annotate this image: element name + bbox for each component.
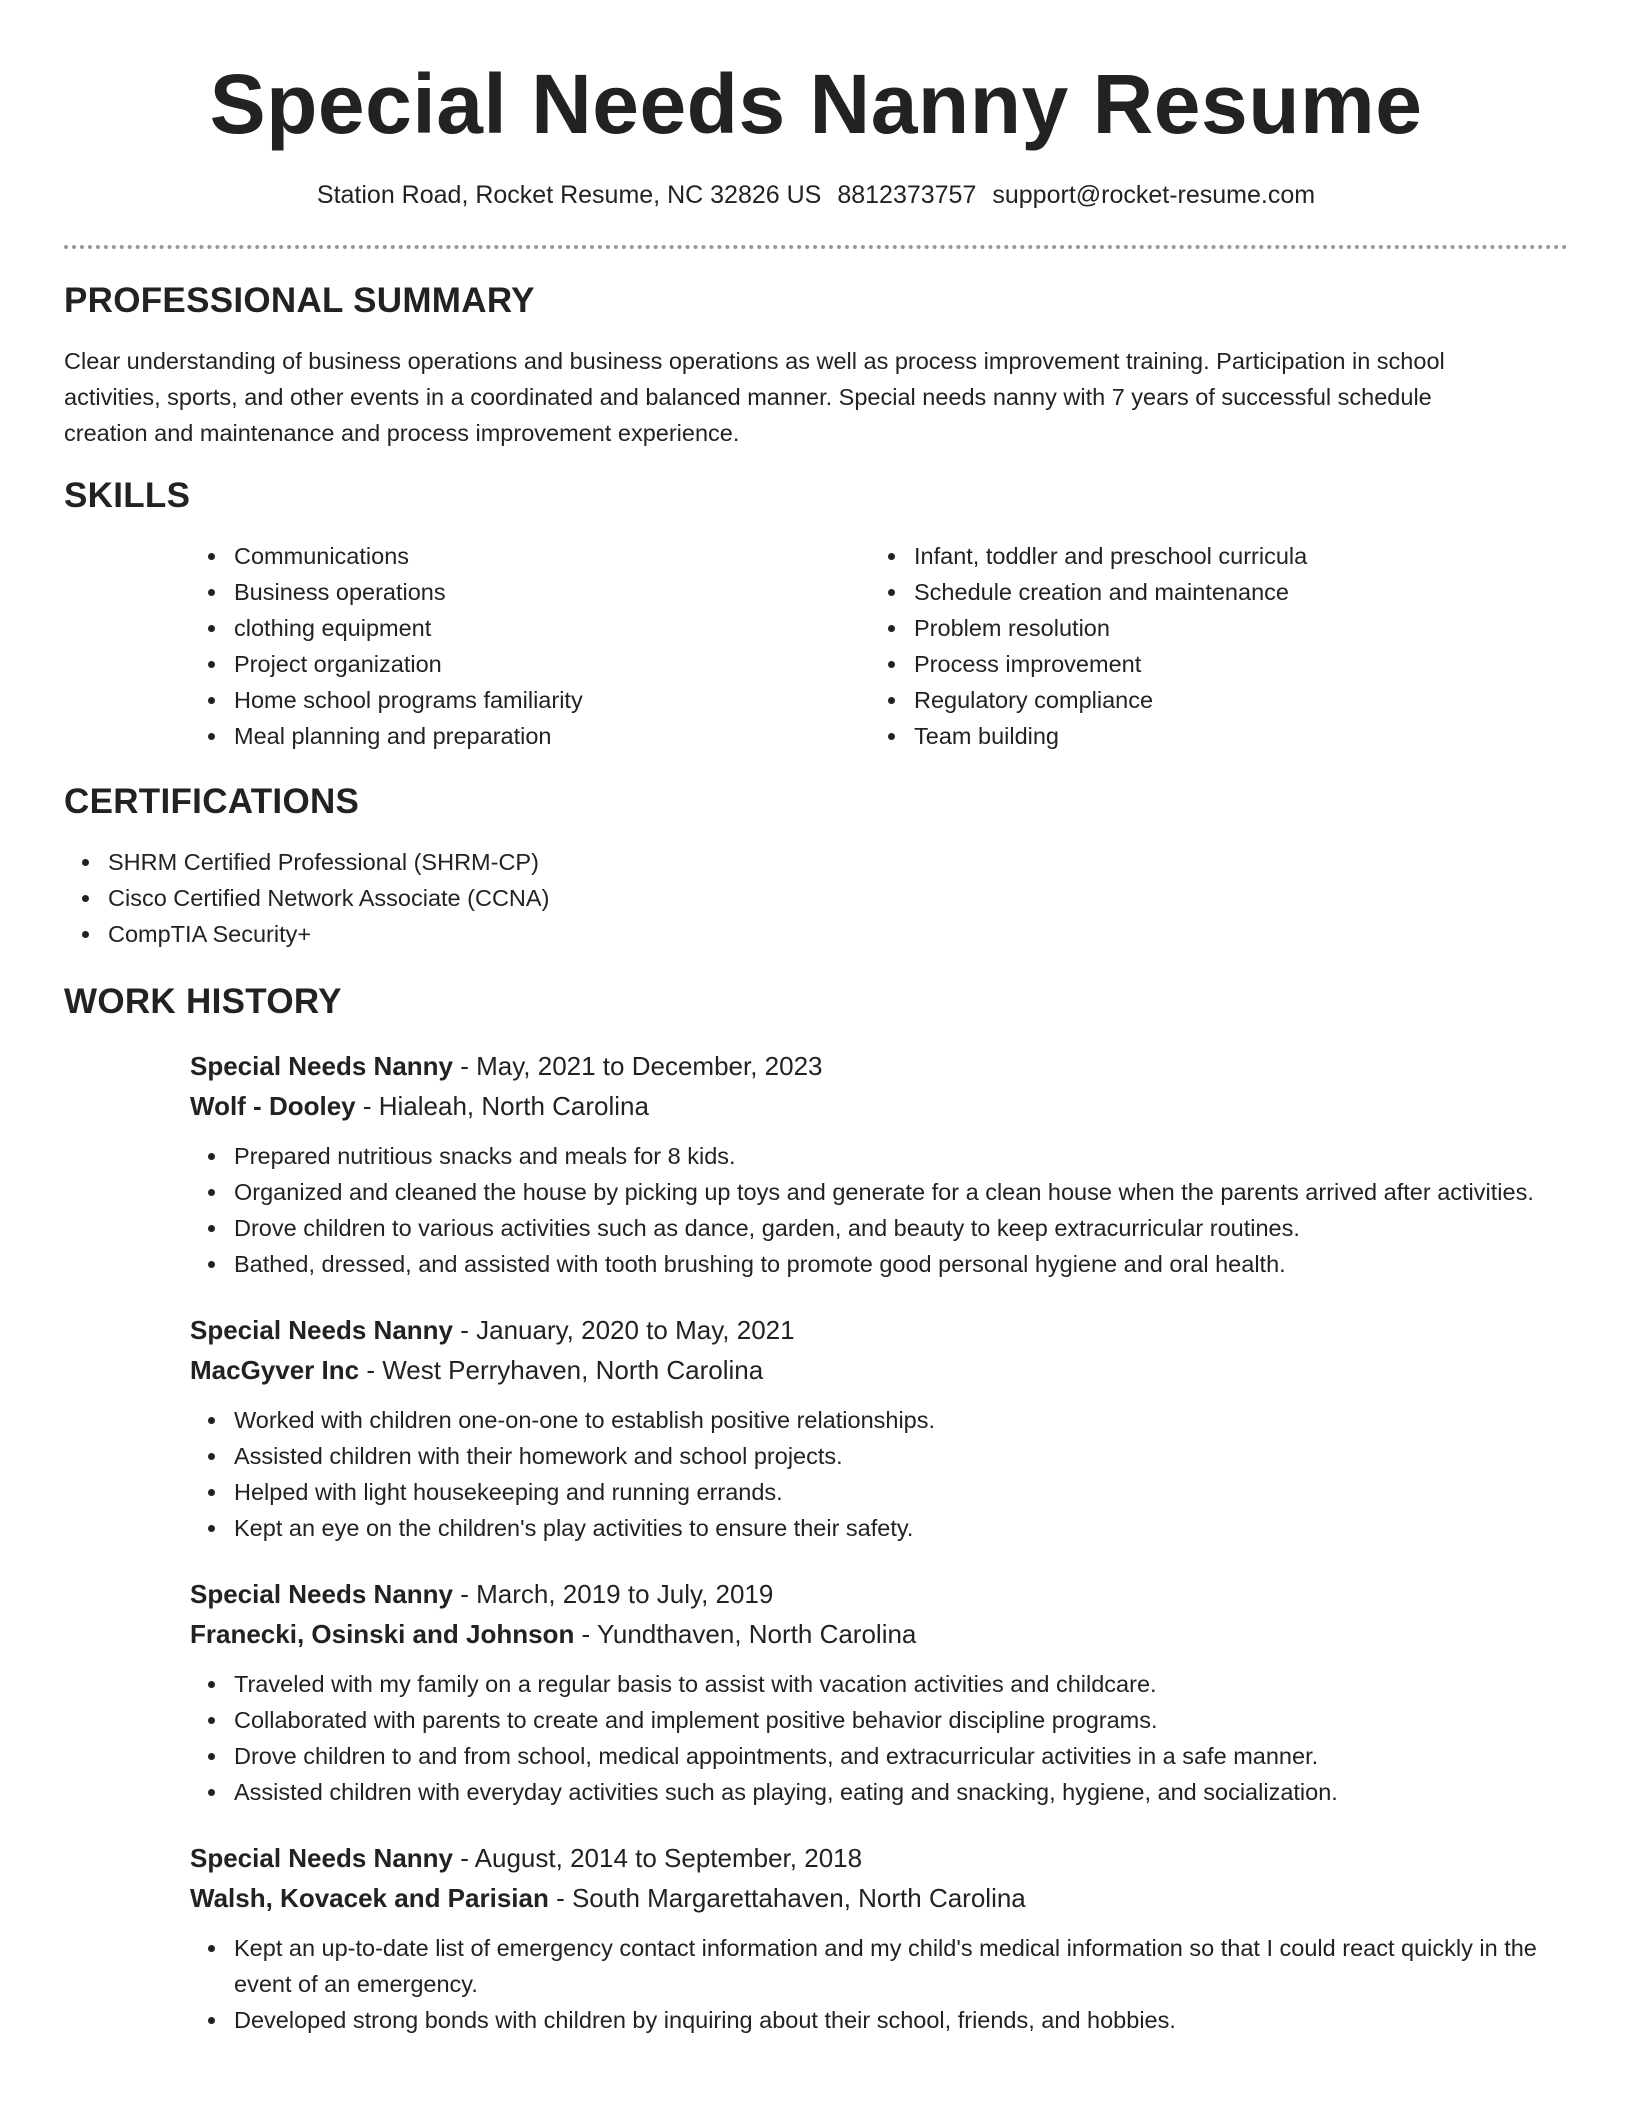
skill-item: Schedule creation and maintenance xyxy=(870,574,1550,610)
skills-heading: SKILLS xyxy=(64,476,191,515)
resume-title: Special Needs Nanny Resume xyxy=(209,57,1423,151)
job-duty: Assisted children with their homework and school projects. xyxy=(190,1438,1568,1474)
job-duty: Kept an eye on the children's play activities to ensure their safety. xyxy=(190,1510,1568,1546)
job-duty: Prepared nutritious snacks and meals for 8 kids. xyxy=(190,1138,1568,1174)
job-duty: Drove children to and from school, medical appointments, and extracurricular activities in a safe manner. xyxy=(190,1738,1568,1774)
job-duty: Bathed, dressed, and assisted with tooth brushing to promote good personal hygiene and oral health. xyxy=(190,1246,1568,1282)
work-history-heading: WORK HISTORY xyxy=(64,982,342,1021)
job-duty: Collaborated with parents to create and implement positive behavior discipline programs. xyxy=(190,1702,1568,1738)
job-duty: Assisted children with everyday activities such as playing, eating and snacking, hygiene, and socialization. xyxy=(190,1774,1568,1810)
job-company-line xyxy=(190,1350,1568,1390)
job-duty: Developed strong bonds with children by inquiring about their school, friends, and hobbies. xyxy=(190,2002,1568,2038)
job-title: Special Needs Nanny xyxy=(190,1315,453,1345)
job-title-line xyxy=(190,1046,1568,1086)
job-duties xyxy=(190,1930,1568,2038)
job-dates: - March, 2019 to July, 2019 xyxy=(453,1579,774,1609)
certification-item: Cisco Certified Network Associate (CCNA) xyxy=(64,880,1568,916)
skill-item: Business operations xyxy=(190,574,870,610)
job-company: Franecki, Osinski and Johnson xyxy=(190,1619,575,1649)
job-duty: Worked with children one-on-one to establish positive relationships. xyxy=(190,1402,1568,1438)
job-duty: Helped with light housekeeping and running errands. xyxy=(190,1474,1568,1510)
job-company-line xyxy=(190,1614,1568,1654)
job-duties xyxy=(190,1138,1568,1282)
job-duty: Drove children to various activities such as dance, garden, and beauty to keep extracurricular routines. xyxy=(190,1210,1568,1246)
skill-item: clothing equipment xyxy=(190,610,870,646)
job-title: Special Needs Nanny xyxy=(190,1843,453,1873)
skill-item: Process improvement xyxy=(870,646,1550,682)
job-location: - South Margarettahaven, North Carolina xyxy=(548,1883,1026,1913)
job-duties xyxy=(190,1666,1568,1810)
certifications-list xyxy=(64,844,1568,952)
job-entry xyxy=(190,1046,1568,1282)
certification-item: SHRM Certified Professional (SHRM-CP) xyxy=(64,844,1568,880)
job-title: Special Needs Nanny xyxy=(190,1579,453,1609)
job-title: Special Needs Nanny xyxy=(190,1051,453,1081)
job-entry xyxy=(190,1838,1568,2038)
job-dates: - May, 2021 to December, 2023 xyxy=(453,1051,823,1081)
job-title-line xyxy=(190,1838,1568,1878)
skill-item: Problem resolution xyxy=(870,610,1550,646)
contact-line xyxy=(64,178,1568,212)
job-duty: Kept an up-to-date list of emergency contact information and my child's medical information so that I could react quickly in the event of an emergency. xyxy=(190,1930,1568,2002)
job-duty: Organized and cleaned the house by picking up toys and generate for a clean house when the parents arrived after activities. xyxy=(190,1174,1568,1210)
skill-item: Meal planning and preparation xyxy=(190,718,870,754)
job-location: - West Perryhaven, North Carolina xyxy=(359,1355,764,1385)
skill-item: Project organization xyxy=(190,646,870,682)
contact-email: support@rocket-resume.com xyxy=(992,181,1316,209)
skills-grid xyxy=(190,538,1568,754)
job-entry xyxy=(190,1574,1568,1810)
skill-item: Infant, toddler and preschool curricula xyxy=(870,538,1550,574)
header-divider xyxy=(64,245,1568,249)
summary-heading: PROFESSIONAL SUMMARY xyxy=(64,281,535,320)
contact-address: Station Road, Rocket Resume, NC 32826 US xyxy=(316,181,822,209)
job-company: Walsh, Kovacek and Parisian xyxy=(190,1883,549,1913)
skills-list-left xyxy=(190,538,870,754)
job-company-line xyxy=(190,1878,1568,1918)
job-entry xyxy=(190,1310,1568,1546)
job-company: Wolf - Dooley xyxy=(190,1091,356,1121)
job-title-line xyxy=(190,1310,1568,1350)
resume-page xyxy=(64,0,1568,2038)
job-duty: Traveled with my family on a regular basis to assist with vacation activities and childcare. xyxy=(190,1666,1568,1702)
job-dates: - August, 2014 to September, 2018 xyxy=(453,1843,863,1873)
summary-text: Clear understanding of business operations and business operations as well as process improvement training. Participation in school activities, sports, and other events in a coordinated and balanced manner. Special needs nanny with 7 years of successful schedule creation and maintenance and process improvement experience. xyxy=(64,348,1445,446)
job-title-line xyxy=(190,1574,1568,1614)
skill-item: Team building xyxy=(870,718,1550,754)
skill-item: Communications xyxy=(190,538,870,574)
contact-phone: 8812373757 xyxy=(837,181,977,209)
job-duties xyxy=(190,1402,1568,1546)
skills-list-right xyxy=(870,538,1550,754)
job-location: - Hialeah, North Carolina xyxy=(355,1091,649,1121)
certifications-heading: CERTIFICATIONS xyxy=(64,782,360,821)
skill-item: Regulatory compliance xyxy=(870,682,1550,718)
job-company: MacGyver Inc xyxy=(190,1355,360,1385)
job-company-line xyxy=(190,1086,1568,1126)
job-dates: - January, 2020 to May, 2021 xyxy=(453,1315,795,1345)
certification-item: CompTIA Security+ xyxy=(64,916,1568,952)
job-location: - Yundthaven, North Carolina xyxy=(574,1619,917,1649)
skill-item: Home school programs familiarity xyxy=(190,682,870,718)
